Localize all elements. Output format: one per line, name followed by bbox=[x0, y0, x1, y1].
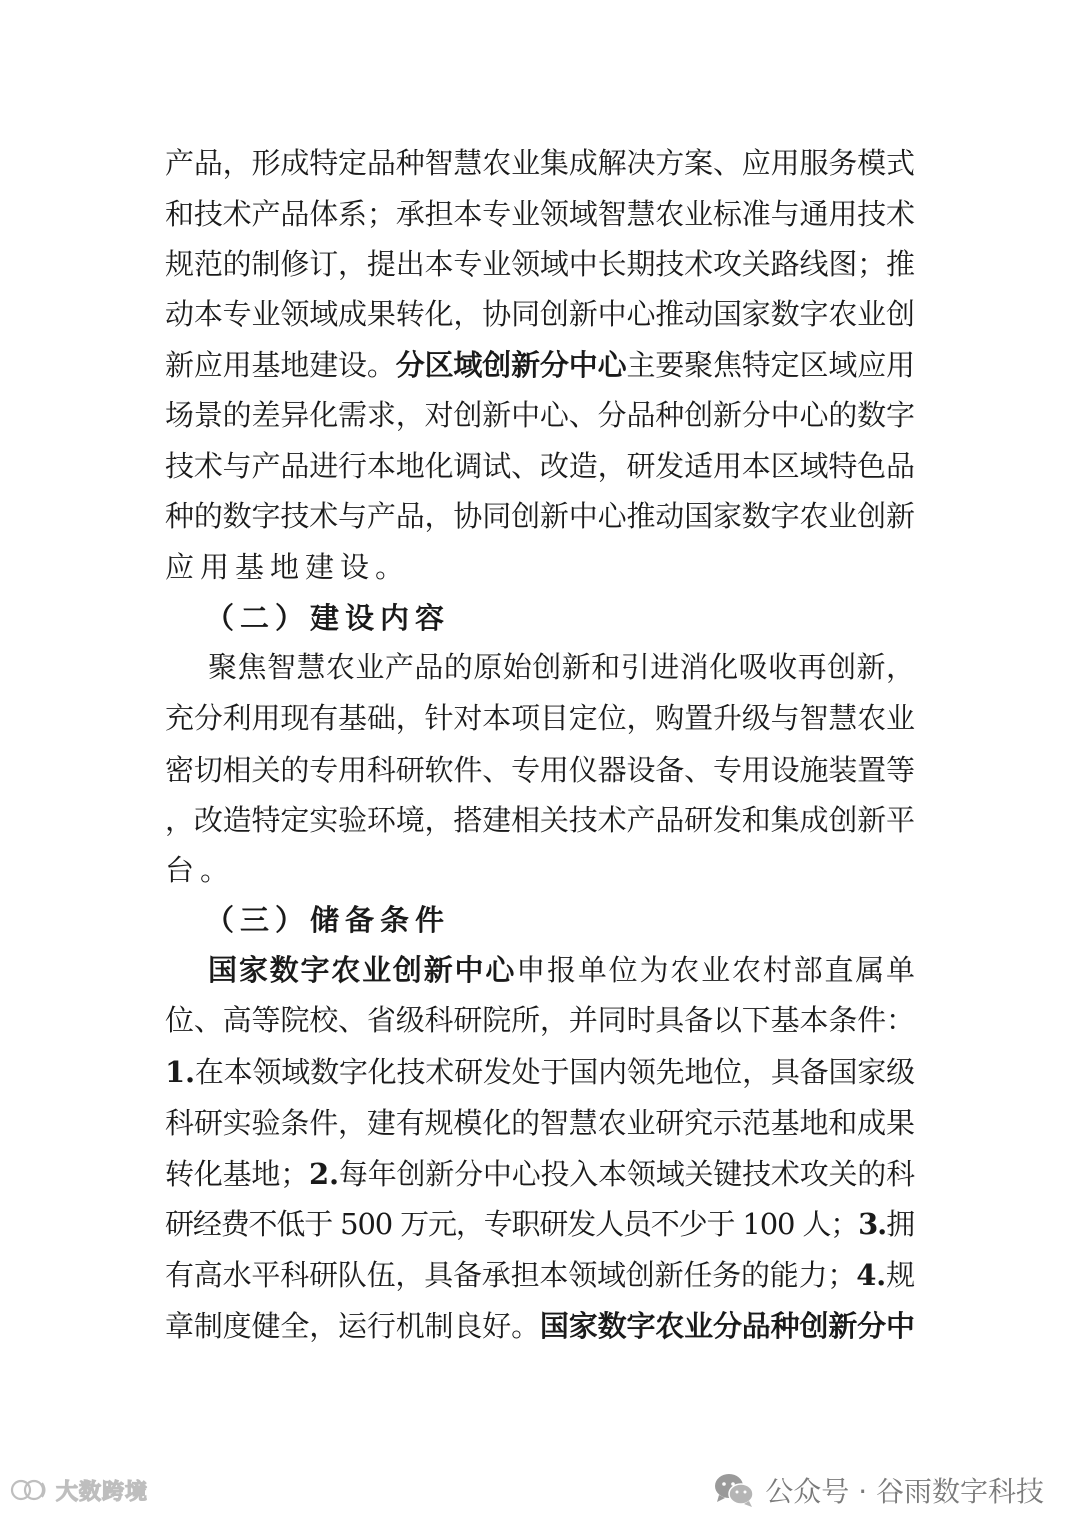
text-segment: 密切相关的专用科研软件、专用仪器设备、专用设施装置等 bbox=[165, 753, 915, 787]
text-segment: 主要聚焦特定区域应用 bbox=[626, 348, 915, 382]
text-segment: 应用基地建设。 bbox=[165, 550, 411, 584]
bold-text-segment: 2. bbox=[309, 1157, 339, 1191]
text-segment: 聚焦智慧农业产品的原始创新和引进消化吸收再创新， bbox=[208, 650, 916, 684]
bold-text-segment: 3. bbox=[858, 1207, 887, 1241]
bold-text-segment: 分区域创新分中心 bbox=[395, 348, 627, 382]
text-segment: 每年创新分中心投入本领域关键技术攻关的科 bbox=[338, 1157, 915, 1191]
text-line bbox=[0, 800, 1080, 840]
text-segment: 种的数字技术与产品，协同创新中心推动国家数字农业创新 bbox=[165, 499, 915, 533]
wechat-icon bbox=[713, 1471, 755, 1509]
text-line bbox=[0, 547, 1080, 587]
text-line bbox=[0, 1103, 1080, 1143]
text-line bbox=[0, 294, 1080, 334]
text-line bbox=[0, 647, 1080, 687]
text-segment: 技术与产品进行本地化调试、改造，研发适用本区域特色品 bbox=[165, 449, 915, 483]
text-line bbox=[0, 850, 1080, 890]
bold-text-segment: 1. bbox=[165, 1055, 195, 1089]
text-line bbox=[0, 1255, 1080, 1295]
bold-text-segment: 国家数字农业创新中心 bbox=[208, 953, 517, 987]
bold-text-segment: （二）建设内容 bbox=[205, 601, 451, 635]
text-segment: 充分利用现有基础，针对本项目定位，购置升级与智慧农业 bbox=[165, 701, 915, 735]
text-line bbox=[0, 345, 1080, 385]
text-line bbox=[0, 1204, 1080, 1244]
text-segment: 产品，形成特定品种智慧农业集成解决方案、应用服务模式 bbox=[165, 146, 915, 180]
text-line bbox=[0, 598, 1080, 638]
text-segment: 转化基地； bbox=[165, 1157, 310, 1191]
text-line bbox=[0, 698, 1080, 738]
text-line bbox=[0, 1154, 1080, 1194]
text-segment: 规范的制修订，提出本专业领域中长期技术攻关路线图；推 bbox=[165, 247, 915, 281]
text-line bbox=[0, 446, 1080, 486]
text-line bbox=[0, 143, 1080, 183]
wechat-account-watermark bbox=[713, 1462, 1044, 1518]
text-segment: 和技术产品体系；承担本专业领域智慧农业标准与通用技术 bbox=[165, 197, 915, 231]
source-logo-icon bbox=[8, 1475, 50, 1505]
bold-text-segment: 国家数字农业分品种创新分中 bbox=[539, 1309, 915, 1343]
text-line bbox=[0, 750, 1080, 790]
text-segment: 动本专业领域成果转化，协同创新中心推动国家数字农业创 bbox=[165, 297, 915, 331]
bold-text-segment: 4. bbox=[856, 1258, 887, 1292]
text-segment: ，改造特定实验环境，搭建相关技术产品研发和集成创新平 bbox=[165, 803, 915, 837]
text-line bbox=[0, 395, 1080, 435]
text-line bbox=[0, 1306, 1080, 1346]
text-line bbox=[0, 194, 1080, 234]
text-line bbox=[0, 1052, 1080, 1092]
source-watermark-text: 大数跨境 bbox=[56, 1479, 149, 1505]
text-line bbox=[0, 244, 1080, 284]
wechat-account-text: 公众号 · 谷雨数字科技 bbox=[765, 1475, 1044, 1508]
text-line bbox=[0, 1000, 1080, 1040]
text-segment: 研经费不低于 500 万元，专职研发人员不少于 100 人； bbox=[165, 1207, 859, 1241]
text-segment: 章制度健全，运行机制良好。 bbox=[165, 1309, 540, 1343]
text-segment: 有高水平科研队伍，具备承担本领域创新任务的能力； bbox=[165, 1258, 857, 1292]
text-segment: 拥 bbox=[886, 1207, 914, 1241]
source-watermark bbox=[8, 1466, 148, 1514]
text-segment: 科研实验条件，建有规模化的智慧农业研究示范基地和成果 bbox=[165, 1106, 915, 1140]
text-line bbox=[0, 900, 1080, 940]
text-segment: 台。 bbox=[165, 853, 236, 887]
text-line bbox=[0, 496, 1080, 536]
text-segment: 场景的差异化需求，对创新中心、分品种创新分中心的数字 bbox=[165, 398, 915, 432]
bold-text-segment: （三）储备条件 bbox=[205, 903, 451, 937]
text-segment: 位、高等院校、省级科研院所，并同时具备以下基本条件： bbox=[165, 1003, 915, 1037]
text-segment: 申报单位为农业农村部直属单 bbox=[516, 953, 917, 987]
text-segment: 在本领域数字化技术研发处于国内领先地位，具备国家级 bbox=[194, 1055, 915, 1089]
text-line bbox=[0, 950, 1080, 990]
text-segment: 新应用基地建设。 bbox=[165, 348, 396, 382]
text-segment: 规 bbox=[886, 1258, 915, 1292]
